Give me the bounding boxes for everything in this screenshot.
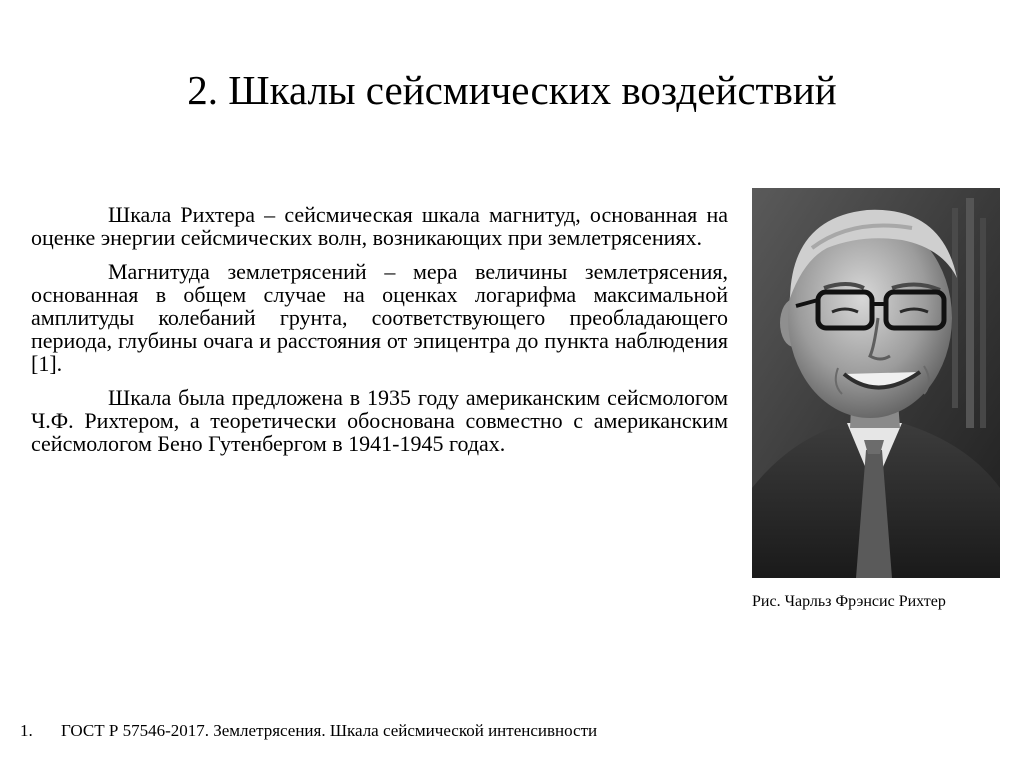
paragraph-magnitude: Магнитуда землетрясений – мера величины землетрясения, основанная в общем случае на оценках логарифма максимальной амплитуды колебаний грунта, соответствующего преобладающего периода, глубины очага и расстояния от эпицентра до пункта наблюдения [1]. — [31, 259, 728, 376]
paragraph-history: Шкала была предложена в 1935 году американским сейсмологом Ч.Ф. Рихтером, а теоретически обоснована совместно с американским сейсмологом Бено Гутенбергом в 1941-1945 годах. — [31, 385, 728, 456]
footnote — [20, 720, 1020, 742]
portrait-photo — [752, 188, 1000, 578]
slide-title: 2. Шкалы сейсмических воздействий — [187, 67, 837, 114]
figure-caption: Рис. Чарльз Фрэнсис Рихтер — [752, 593, 946, 610]
body-text — [31, 203, 728, 466]
paragraph-richter-scale: Шкала Рихтера – сейсмическая шкала магнитуд, основанная на оценке энергии сейсмических волн, возникающих при землетрясениях. — [31, 202, 728, 250]
footnote-text: ГОСТ Р 57546-2017. Землетрясения. Шкала сейсмической интенсивности — [61, 721, 598, 740]
footnote-number: 1. — [20, 721, 33, 740]
